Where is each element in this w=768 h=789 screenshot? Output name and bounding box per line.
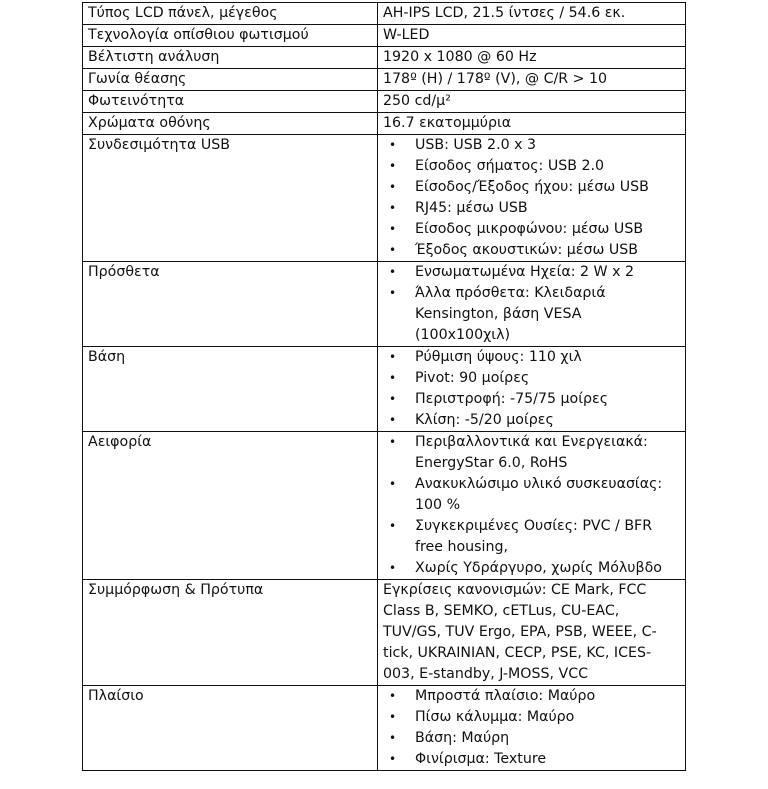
bullet-list xyxy=(383,262,681,346)
row-label: Χρώματα οθόνης xyxy=(83,113,378,135)
bullet-icon: • xyxy=(389,561,397,575)
row-label: Πρόσθετα xyxy=(83,262,378,347)
list-item: • Είσοδος/Έξοδος ήχου: μέσω USB xyxy=(383,177,681,198)
bullet-icon: • xyxy=(389,159,397,173)
table-row xyxy=(83,3,686,25)
row-label: Βάση xyxy=(83,347,378,432)
row-value: 1920 x 1080 @ 60 Hz xyxy=(378,47,686,69)
list-item: • Συγκεκριμένες Ουσίες: PVC / BFR free housing, xyxy=(389,518,653,555)
list-item: • Βάση: Μαύρη xyxy=(383,728,681,749)
row-value xyxy=(378,135,686,262)
row-label: Αειφορία xyxy=(83,432,378,580)
bullet-list xyxy=(383,347,681,431)
list-item: • Περιβαλλοντικά και Ενεργειακά: EnergyStar 6.0, RoHS xyxy=(389,434,648,471)
row-value: Εγκρίσεις κανονισμών: CE Mark, FCC Class B, SEMKO, cETLus, CU-EAC, TUV/GS, TUV Ergo, EPA, PSB, WEEE, C-tick, UKRAINIAN, CECP, PSE, KC, ICES-003, E-standby, J-MOSS, VCC xyxy=(378,580,686,686)
row-value xyxy=(378,262,686,347)
table-row xyxy=(83,25,686,47)
bullet-icon: • xyxy=(389,371,397,385)
row-value: W-LED xyxy=(378,25,686,47)
list-item: • Είσοδος σήματος: USB 2.0 xyxy=(383,156,681,177)
list-item: • Ενσωματωμένα Ηχεία: 2 W x 2 xyxy=(383,262,681,283)
bullet-icon: • xyxy=(389,477,397,491)
row-label: Συμμόρφωση & Πρότυπα xyxy=(83,580,378,686)
list-item: • Φινίρισμα: Texture xyxy=(383,749,681,770)
table-row xyxy=(83,262,686,347)
list-item: • Κλίση: -5/20 μοίρες xyxy=(383,410,681,431)
table-row xyxy=(83,69,686,91)
list-item: • Άλλα πρόσθετα: Κλειδαριά Kensington, βάση VESA (100x100χιλ) xyxy=(389,285,606,343)
row-value: AH-IPS LCD, 21.5 ίντσες / 54.6 εκ. xyxy=(378,3,686,25)
bullet-icon: • xyxy=(389,392,397,406)
bullet-icon: • xyxy=(389,350,397,364)
list-item: • USB: USB 2.0 x 3 xyxy=(383,135,681,156)
row-value xyxy=(378,347,686,432)
row-label: Βέλτιστη ανάλυση xyxy=(83,47,378,69)
table-row xyxy=(83,686,686,771)
row-label: Συνδεσιμότητα USB xyxy=(83,135,378,262)
list-item: • RJ45: μέσω USB xyxy=(383,198,681,219)
row-value: 16.7 εκατομμύρια xyxy=(378,113,686,135)
list-item: • Μπροστά πλαίσιο: Μαύρο xyxy=(383,686,681,707)
bullet-icon: • xyxy=(389,731,397,745)
bullet-icon: • xyxy=(389,243,397,257)
row-label: Πλαίσιο xyxy=(83,686,378,771)
bullet-icon: • xyxy=(389,222,397,236)
bullet-icon: • xyxy=(389,710,397,724)
table-row xyxy=(83,113,686,135)
list-item: • Pivot: 90 μοίρες xyxy=(383,368,681,389)
bullet-icon: • xyxy=(389,752,397,766)
bullet-icon: • xyxy=(389,519,397,533)
bullet-icon: • xyxy=(389,413,397,427)
list-item: • Χωρίς Υδράργυρο, χωρίς Μόλυβδο xyxy=(383,558,681,579)
bullet-list xyxy=(383,686,681,770)
bullet-icon: • xyxy=(389,435,397,449)
bullet-icon: • xyxy=(389,180,397,194)
row-value xyxy=(378,686,686,771)
row-label: Φωτεινότητα xyxy=(83,91,378,113)
row-value: 178º (H) / 178º (V), @ C/R > 10 xyxy=(378,69,686,91)
table-row xyxy=(83,91,686,113)
list-item: • Ανακυκλώσιμο υλικό συσκευασίας: 100 % xyxy=(389,476,663,513)
row-value xyxy=(378,432,686,580)
table-row xyxy=(83,47,686,69)
list-item: • Ρύθμιση ύψους: 110 χιλ xyxy=(383,347,681,368)
row-label: Γωνία θέασης xyxy=(83,69,378,91)
bullet-icon: • xyxy=(389,201,397,215)
list-item: • Είσοδος μικροφώνου: μέσω USB xyxy=(383,219,681,240)
table-row xyxy=(83,432,686,580)
table-row xyxy=(83,580,686,686)
list-item: • Έξοδος ακουστικών: μέσω USB xyxy=(383,240,681,261)
row-label: Τεχνολογία οπίσθιου φωτισμού xyxy=(83,25,378,47)
bullet-icon: • xyxy=(389,138,397,152)
bullet-icon: • xyxy=(389,265,397,279)
bullet-icon: • xyxy=(389,689,397,703)
table-row xyxy=(83,135,686,262)
list-item: • Περιστροφή: -75/75 μοίρες xyxy=(383,389,681,410)
table-row xyxy=(83,347,686,432)
row-value: 250 cd/μ² xyxy=(378,91,686,113)
row-label: Τύπος LCD πάνελ, μέγεθος xyxy=(83,3,378,25)
bullet-list xyxy=(383,135,681,261)
bullet-list xyxy=(383,432,681,579)
list-item: • Πίσω κάλυμμα: Μαύρο xyxy=(383,707,681,728)
bullet-icon: • xyxy=(389,286,397,300)
spec-table xyxy=(82,2,686,771)
